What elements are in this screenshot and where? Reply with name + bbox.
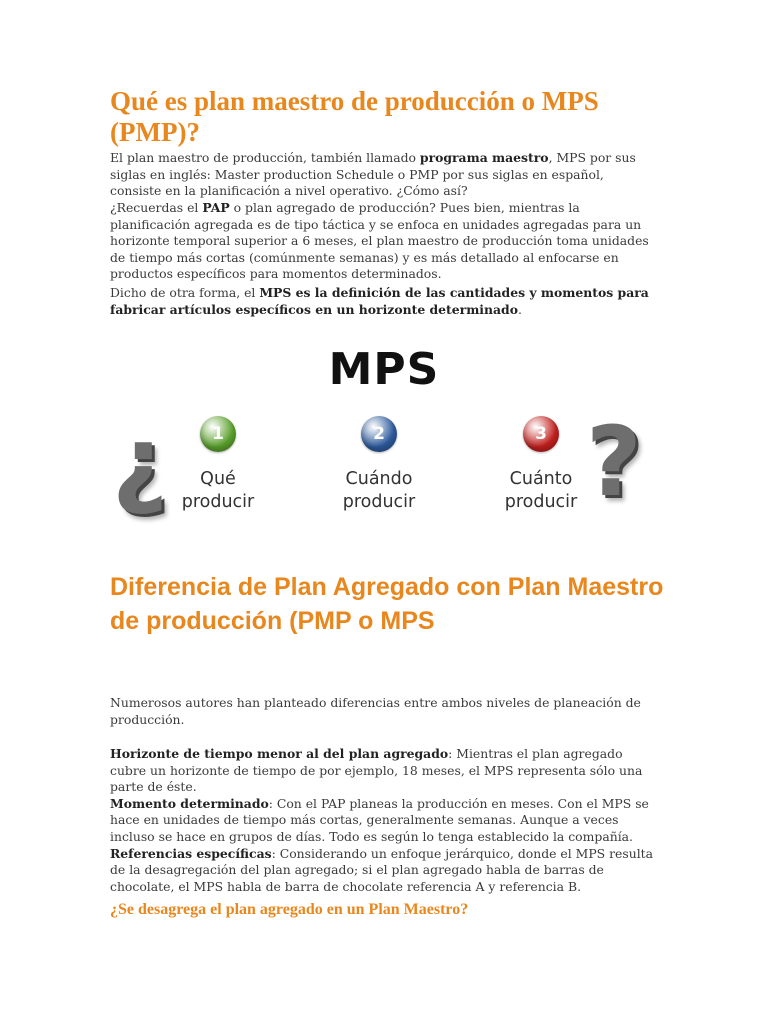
step-3-number-badge: 3: [523, 416, 559, 452]
page-title: Qué es plan maestro de producción o MPS (PMP)?: [110, 86, 599, 147]
step-1-label: [148, 468, 288, 514]
point-3-text: : Considerando un enfoque jerárquico, donde el MPS resulta de la desagregación del plan agregado; si el plan agregado habla de barras de chocolate, el MPS habla de barra de chocolate referencia A y referencia B.: [110, 845, 654, 894]
inverted-question-mark-icon: ¿: [112, 406, 168, 518]
step-2-label-line-1: Cuándo: [345, 469, 413, 489]
question-mark-icon: ?: [586, 406, 642, 518]
step-3-label: [471, 468, 611, 514]
intro-paragraph-2: [110, 200, 658, 283]
bold-term: programa maestro: [419, 150, 549, 165]
text-run: , MPS por sus siglas en inglés: Master production Schedule o PMP por sus siglas en español, consiste en la planificación a nivel operativo. ¿Cómo así?: [110, 150, 636, 199]
bold-term: PAP: [202, 200, 230, 215]
step-3-label-line-1: Cuánto: [509, 469, 573, 489]
bold-term: MPS es la definición de las cantidades y momentos para fabricar artículos específicos en un horizonte determinado: [110, 285, 649, 317]
step-2-label-line-2: producir: [342, 492, 416, 512]
step-1-label-line-2: producir: [181, 492, 255, 512]
text-run: ¿Recuerdas el: [110, 200, 203, 215]
body-points: [110, 746, 658, 895]
intro-paragraph-1: [110, 150, 658, 200]
step-2-label: [309, 468, 449, 514]
text-run: o plan agregado de producción? Pues bien, mientras la planificación agregada es de tipo táctica y se enfoca en unidades agregadas para un horizonte temporal superior a 6 meses, el plan maestro de producción toma unidades de tiempo más cortas (comúnmente semanas) y es más detallado al enfocarse en productos específicos para momentos determinados.: [110, 200, 649, 282]
section-heading: Diferencia de Plan Agregado con Plan Maestro de producción (PMP o MPS: [110, 573, 664, 635]
point-2-text: : Con el PAP planeas la producción en meses. Con el MPS se hace en unidades de tiempo más cortas, generalmente semanas. Aunque a veces incluso se hace en grupos de días. Todo es según lo tenga establecido la compañía.: [110, 795, 649, 844]
step-3-label-line-2: producir: [504, 492, 578, 512]
point-3-term: Referencias específicas: [110, 845, 272, 861]
point-2-term: Momento determinado: [110, 795, 269, 811]
text-run: .: [517, 301, 522, 317]
body-paragraph-1: Numerosos autores han planteado diferencias entre ambos niveles de planeación de producción.: [110, 695, 641, 727]
step-2-number-badge: 2: [361, 416, 397, 452]
text-run: Dicho de otra forma, el: [110, 285, 260, 300]
subsection-heading: ¿Se desagrega el plan agregado en un Plan Maestro?: [110, 901, 469, 918]
intro-paragraph-3: [110, 285, 658, 318]
infographic-title: MPS: [328, 344, 440, 395]
point-1-text: : Mientras el plan agregado cubre un horizonte de tiempo de por ejemplo, 18 meses, el MPS representa sólo una parte de éste.: [110, 746, 643, 795]
step-1-number-badge: 1: [200, 416, 236, 452]
text-run: El plan maestro de producción, también llamado: [110, 150, 420, 165]
mps-infographic: [108, 340, 660, 525]
point-1-term: Horizonte de tiempo menor al del plan agregado: [110, 746, 449, 761]
step-1-label-line-1: Qué: [200, 469, 236, 489]
